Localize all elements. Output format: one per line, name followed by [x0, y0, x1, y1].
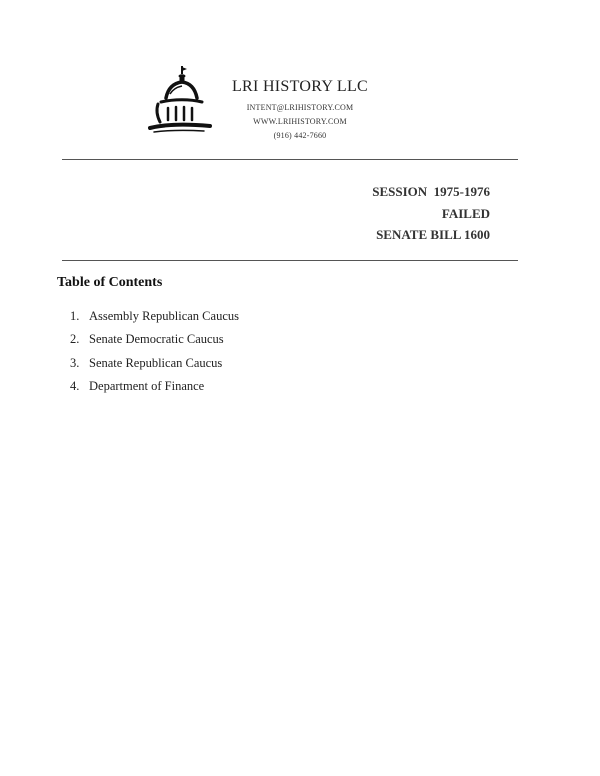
toc-item-number: 2. — [70, 332, 80, 347]
company-phone: (916) 442-7660 — [273, 131, 327, 140]
top-divider — [62, 159, 518, 160]
capitol-dome-icon — [146, 64, 212, 138]
toc-item-number: 3. — [70, 355, 80, 370]
company-website: WWW.LRIHISTORY.COM — [253, 117, 347, 126]
toc-item[interactable] — [70, 378, 239, 401]
toc-item-label[interactable]: Department of Finance — [89, 379, 205, 394]
toc-item[interactable] — [70, 331, 239, 354]
toc-item[interactable] — [70, 355, 239, 378]
bill-session: SESSION 1975-1976 — [372, 184, 490, 199]
company-block — [230, 78, 370, 140]
toc-item-number: 4. — [70, 379, 80, 394]
toc-item-number: 1. — [70, 309, 80, 323]
toc-item-label[interactable]: Senate Republican Caucus — [89, 355, 223, 370]
bill-info — [372, 181, 490, 246]
bottom-divider — [62, 260, 518, 261]
toc-item-label[interactable]: Assembly Republican Caucus — [89, 309, 239, 323]
toc-heading: Table of Contents — [57, 275, 163, 290]
bill-number: SENATE BILL 1600 — [376, 227, 490, 242]
toc-list — [70, 308, 239, 402]
company-name: LRI HISTORY LLC — [231, 78, 369, 95]
toc-item-label[interactable]: Senate Democratic Caucus — [89, 332, 224, 347]
toc-item[interactable] — [70, 308, 239, 331]
bill-status: FAILED — [441, 205, 490, 221]
company-email: INTENT@LRIHISTORY.COM — [246, 103, 354, 112]
